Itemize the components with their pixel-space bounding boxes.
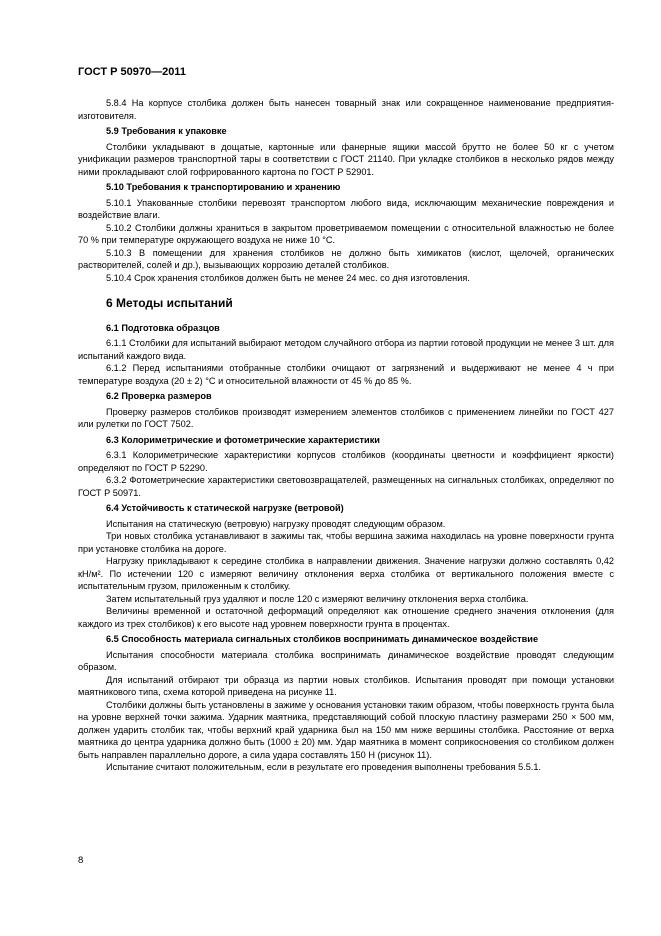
paragraph-5-10-2: 5.10.2 Столбики должны храниться в закрытом проветриваемом помещении с относительной влажностью не более 70 % при температуре окружающего воздуха не ниже 10 °С. [78, 222, 614, 245]
paragraph-6-4-b: Три новых столбика устанавливают в зажимы так, чтобы вершина зажима находилась на уровне поверхности грунта при установке столбика на дороге. [78, 531, 614, 554]
heading-6-5: 6.5 Способность материала сигнальных столбиков воспринимать динамическое воздействие [106, 634, 539, 644]
paragraph-6-4-a: Испытания на статическую (ветровую) нагрузку проводят следующим образом. [106, 518, 446, 529]
paragraph-6-5-b: Для испытаний отбирают три образца из партии новых столбиков. Испытания проводят при помощи установки маятникового типа, схема которой приведена на рисунке 11. [78, 674, 614, 697]
paragraph-5-9: Столбики укладывают в дощатые, картонные или фанерные ящики массой брутто не более 50 кг с учетом унификации размеров транспортной тары в соответствии с ГОСТ 21140. При укладке столбиков в несколько рядов между ними прокладывают слой гофрированного картона по ГОСТ Р 52901. [78, 141, 614, 177]
heading-6-2: 6.2 Проверка размеров [106, 391, 212, 401]
paragraph-6-3-1: 6.3.1 Колориметрические характеристики корпусов столбиков (координаты цветности и коэффициент яркости) определяют по ГОСТ Р 52290. [78, 450, 614, 473]
paragraph-6-2: Проверку размеров столбиков производят измерением элементов столбиков с применением линейки по ГОСТ 427 или рулетки по ГОСТ 7502. [78, 406, 614, 429]
paragraph-6-1-1: 6.1.1 Столбики для испытаний выбирают методом случайного отбора из партии готовой продукции не менее 3 шт. для испытаний каждого вида. [78, 338, 614, 361]
page-number: 8 [78, 855, 84, 866]
heading-6-4: 6.4 Устойчивость к статической нагрузке (ветровой) [106, 503, 344, 513]
heading-6-1: 6.1 Подготовка образцов [106, 322, 220, 333]
paragraph-6-5-c: Столбики должны быть установлены в зажиме у основания установки таким образом, чтобы поверхность грунта была на уровне верхней точки зажима. Ударник маятника, представляющий собой плоскую пластину размерами 250 × 500 мм, должен ударить столбик так, чтобы верхний край ударника был на 150 мм ниже вершины столбика. Расстояние от верха маятника до центра ударника должно быть (1000 ± 20) мм. Удар маятника в момент соприкосновения со столбиком должен быть направлен параллельно дороге, а сила удара составлять 150 Н (рисунок 11). [78, 699, 614, 760]
paragraph-6-4-e: Величины временной и остаточной деформаций определяют как отношение среднего значения отклонения (для каждого из трех столбиков) к его высоте над уровнем поверхности грунта в процентах. [78, 606, 614, 629]
document-body [78, 97, 614, 774]
paragraph-5-10-1: 5.10.1 Упакованные столбики перевозят транспортом любого вида, исключающим механические повреждения и воздействие влаги. [78, 197, 614, 220]
paragraph-6-3-2: 6.3.2 Фотометрические характеристики световозвращателей, размещенных на сигнальных столбиках, определяют по ГОСТ Р 50971. [78, 475, 614, 498]
paragraph-6-5-d: Испытание считают положительным, если в результате его проведения выполнены требования 5.5.1. [106, 762, 542, 772]
paragraph-6-5-a: Испытания способности материала столбика воспринимать динамическое воздействие проводят следующим образом. [78, 649, 614, 672]
document-header: ГОСТ Р 50970—2011 [78, 66, 186, 78]
paragraph-5-10-4: 5.10.4 Срок хранения столбиков должен быть не менее 24 мес. со дня изготовления. [106, 272, 470, 283]
paragraph-6-4-c: Нагрузку прикладывают к середине столбика в направлении движения. Значение нагрузки должно составлять 0,42 кН/м². По истечении 120 с измеряют величину отклонения верха столбика от вертикального положения вместе с испытательным грузом, приложенным к столбику. [78, 556, 614, 591]
paragraph-5-8-4: 5.8.4 На корпусе столбика должен быть нанесен товарный знак или сокращенное наименование предприятия-изготовителя. [78, 98, 614, 121]
heading-5-10: 5.10 Требования к транспортированию и хранению [106, 182, 341, 192]
paragraph-6-4-d: Затем испытательный груз удаляют и после 120 с измеряют величину отклонения верха столбика. [106, 593, 529, 604]
section-title-6: 6 Методы испытаний [106, 296, 233, 310]
paragraph-6-1-2: 6.1.2 Перед испытаниями отобранные столбики очищают от загрязнений и выдерживают не менее 4 ч при температуре воздуха (20 ± 2) °С и относительной влажности от 45 % до 85 %. [78, 363, 614, 386]
paragraph-5-10-3: 5.10.3 В помещении для хранения столбиков не должно быть химикатов (кислот, щелочей, органических растворителей, солей и др.), вызывающих коррозию деталей столбиков. [78, 247, 614, 270]
heading-6-3: 6.3 Колориметрические и фотометрические характеристики [106, 434, 380, 445]
heading-5-9: 5.9 Требования к упаковке [106, 126, 227, 136]
